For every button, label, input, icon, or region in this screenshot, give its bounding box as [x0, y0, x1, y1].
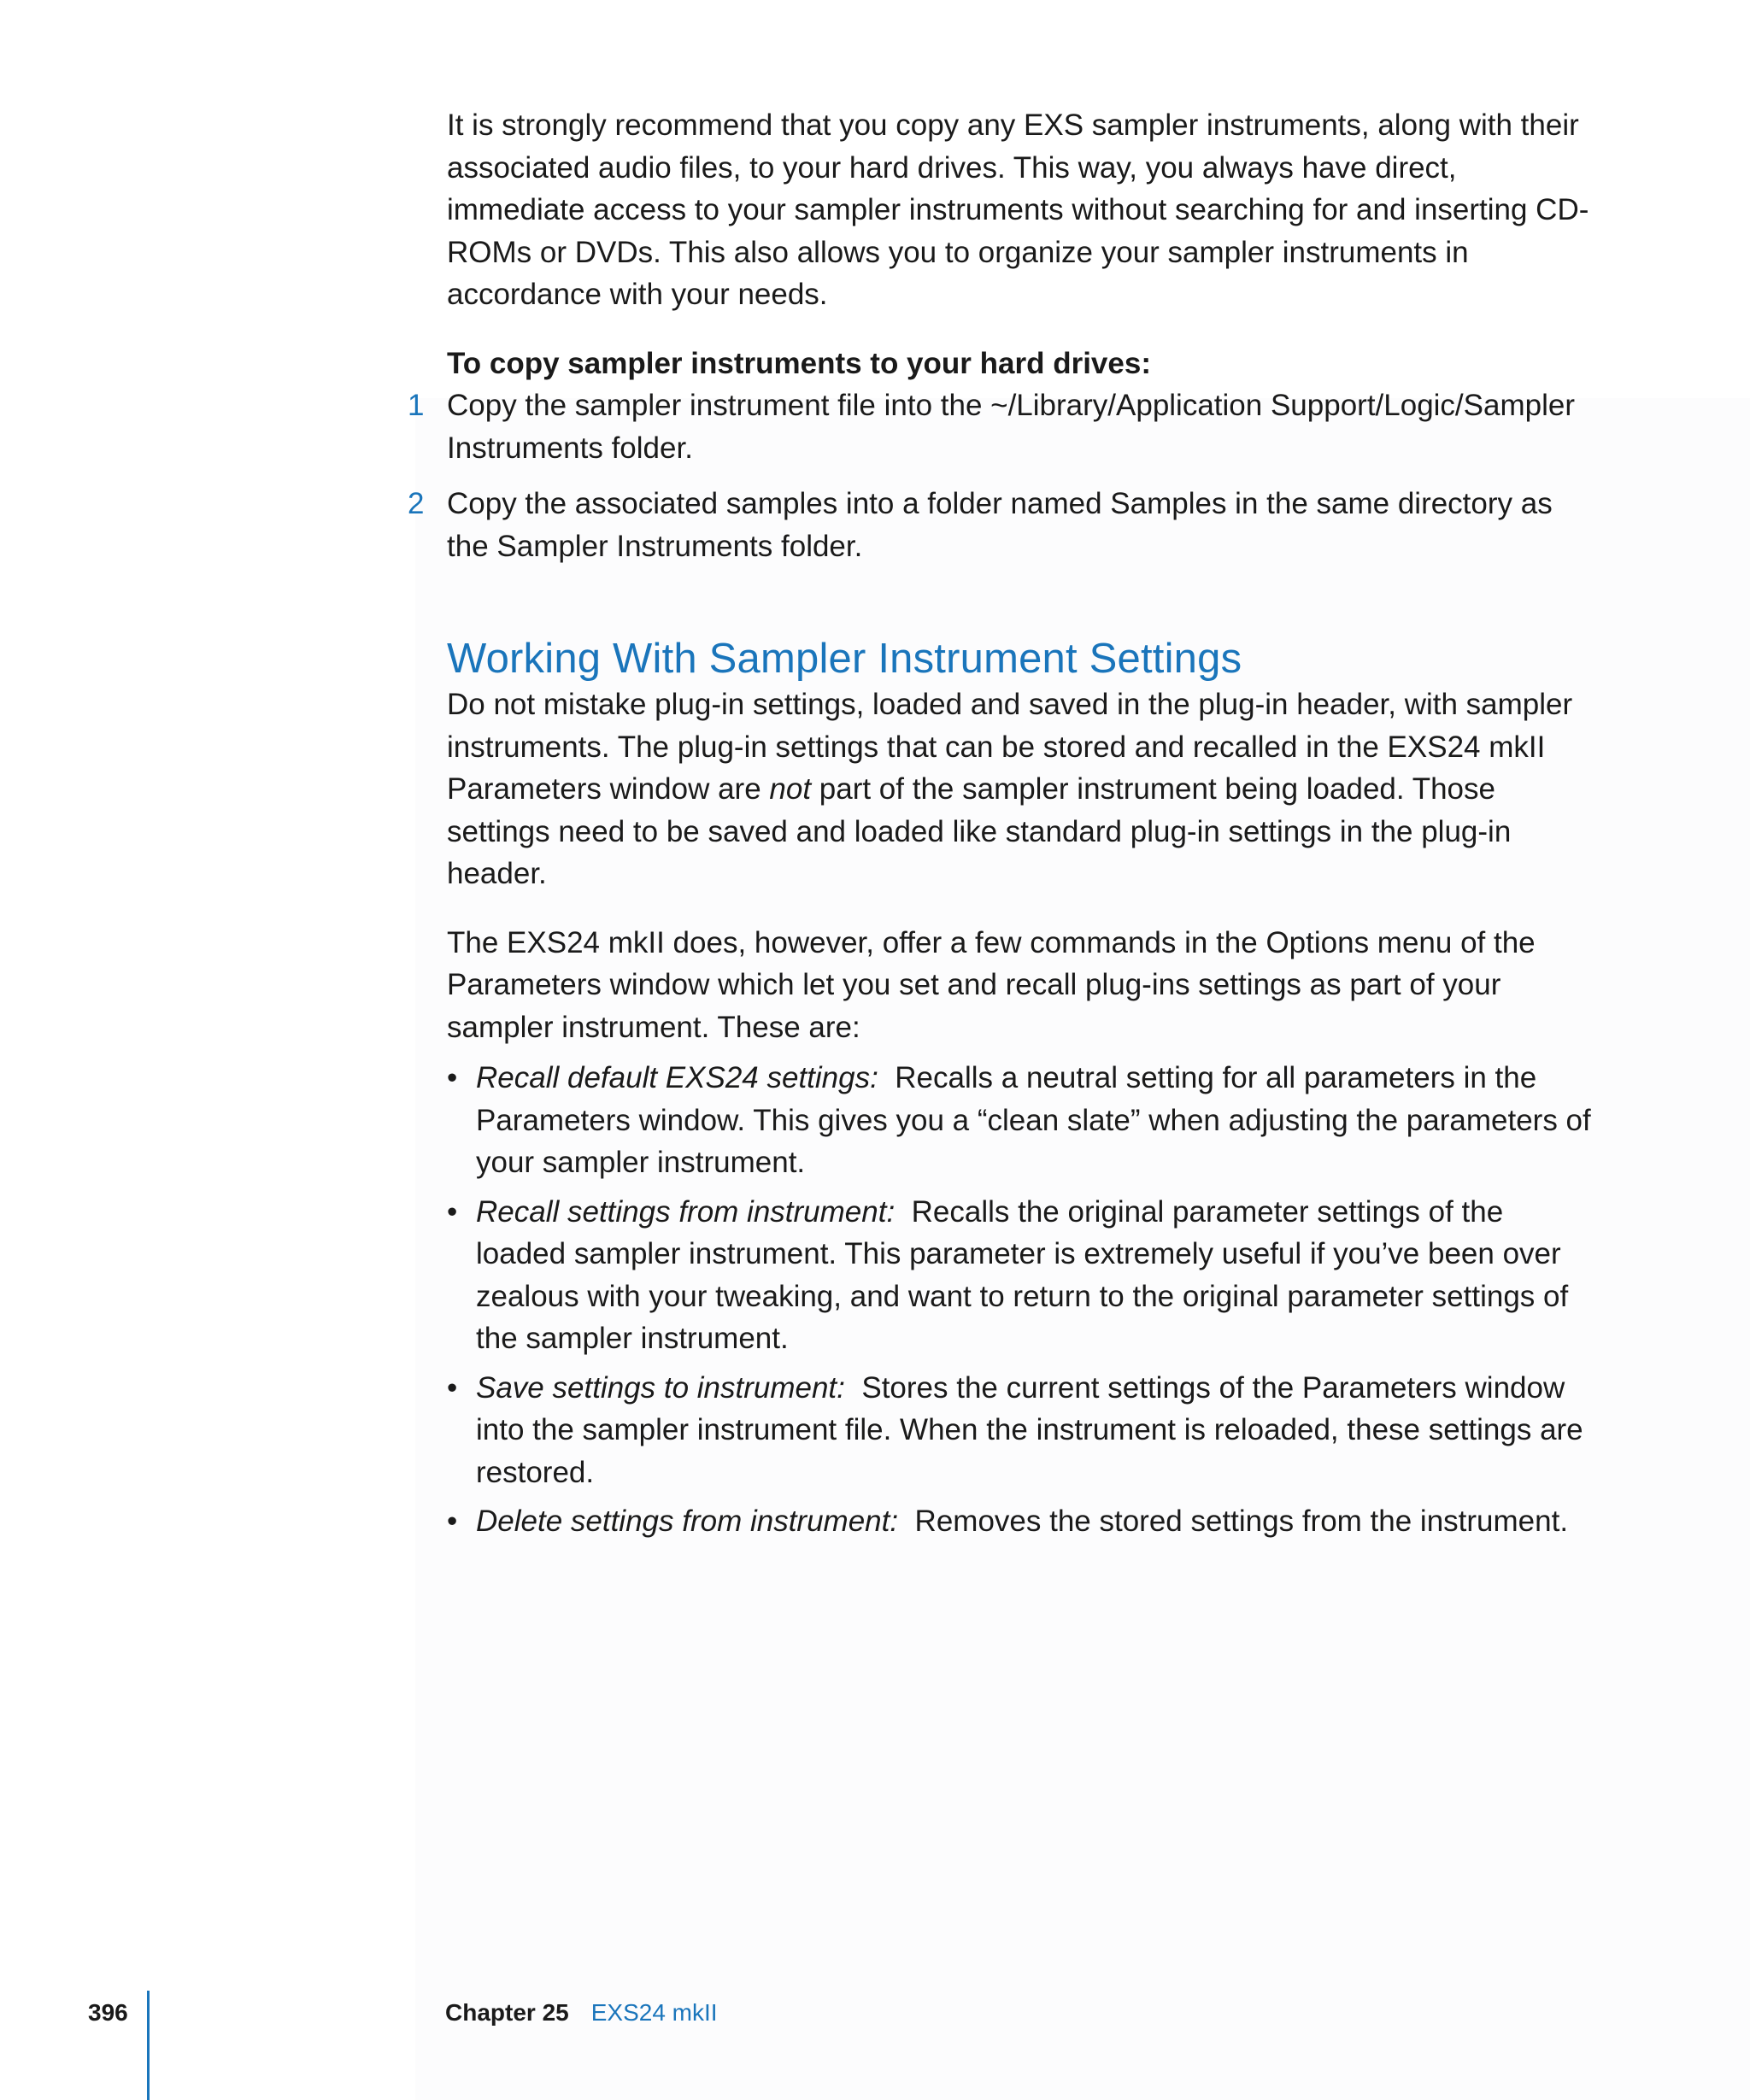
procedure-steps	[408, 384, 1600, 567]
option-term: Recall settings from instrument:	[476, 1194, 896, 1229]
option-description: Recalls the original parameter settings of the loaded sampler instrument. This parameter is extremely useful if you’ve been over zealous with your tweaking, and want to return to the original parameter settings of the sampler instrument.	[476, 1194, 1569, 1355]
procedure-title: To copy sampler instruments to your hard drives:	[447, 346, 1151, 380]
option-description: Stores the current settings of the Parameters window into the sampler instrument file. When the instrument is reloaded, these settings are restored.	[476, 1370, 1583, 1489]
list-item	[447, 1367, 1600, 1494]
section-paragraph-2: The EXS24 mkII does, however, offer a few commands in the Options menu of the Parameters window which let you set and recall plug-ins settings as part of your sampler instrument. These are:	[447, 925, 1536, 1044]
bullet-icon: •	[447, 1061, 458, 1094]
page-number: 396	[88, 1999, 128, 2026]
paragraph-text: part of the sampler instrument being loaded. Those settings need to be saved and loaded like standard plug-in settings in the plug-in header.	[447, 772, 1512, 890]
option-term: Delete settings from instrument:	[476, 1505, 899, 1538]
section-paragraph-1	[447, 683, 1600, 895]
bullet-icon: •	[447, 1505, 458, 1538]
procedure-step	[408, 483, 1600, 567]
step-text: Copy the associated samples into a folder named Samples in the same directory as the Sampler Instruments folder.	[447, 487, 1553, 563]
bullet-icon: •	[447, 1370, 458, 1405]
option-term: Save settings to instrument:	[476, 1370, 845, 1405]
footer-divider	[147, 1991, 150, 2100]
main-content	[408, 104, 1600, 1550]
option-term: Recall default EXS24 settings:	[476, 1061, 878, 1094]
chapter-name-link[interactable]: EXS24 mkII	[590, 1999, 718, 2026]
list-item	[447, 1191, 1600, 1360]
option-description: Removes the stored settings from the instrument.	[914, 1505, 1569, 1538]
option-description: Recalls a neutral setting for all parameters in the Parameters window. This gives you a “clean slate” when adjusting the parameters of your sampler instrument.	[476, 1061, 1591, 1179]
paragraph-text: Do not mistake plug-in settings, loaded and saved in the plug-in header, with sampler instruments. The plug-in settings that can be stored and recalled in the EXS24 mkII Parameters window are	[447, 688, 1573, 806]
procedure-step	[408, 384, 1600, 469]
intro-paragraph: It is strongly recommend that you copy any EXS sampler instruments, along with their associated audio files, to your hard drives. This way, you always have direct, immediate access to your sampler instruments without searching for and inserting CD-ROMs or DVDs. This also allows you to organize your sampler instruments in accordance with your needs.	[447, 109, 1589, 311]
step-text: Copy the sampler instrument file into the ~/Library/Application Support/Logic/Sampler Instruments folder.	[447, 389, 1575, 465]
section-heading: Working With Sampler Instrument Settings	[447, 636, 1242, 682]
list-item	[447, 1057, 1600, 1184]
bullet-icon: •	[447, 1194, 458, 1229]
options-list	[447, 1057, 1600, 1543]
step-number: 1	[408, 389, 425, 422]
emphasis-text: not	[769, 772, 812, 806]
step-number: 2	[408, 487, 425, 520]
list-item	[447, 1500, 1600, 1543]
footer-chapter	[445, 1996, 718, 2030]
chapter-label: Chapter 25	[445, 1999, 569, 2026]
